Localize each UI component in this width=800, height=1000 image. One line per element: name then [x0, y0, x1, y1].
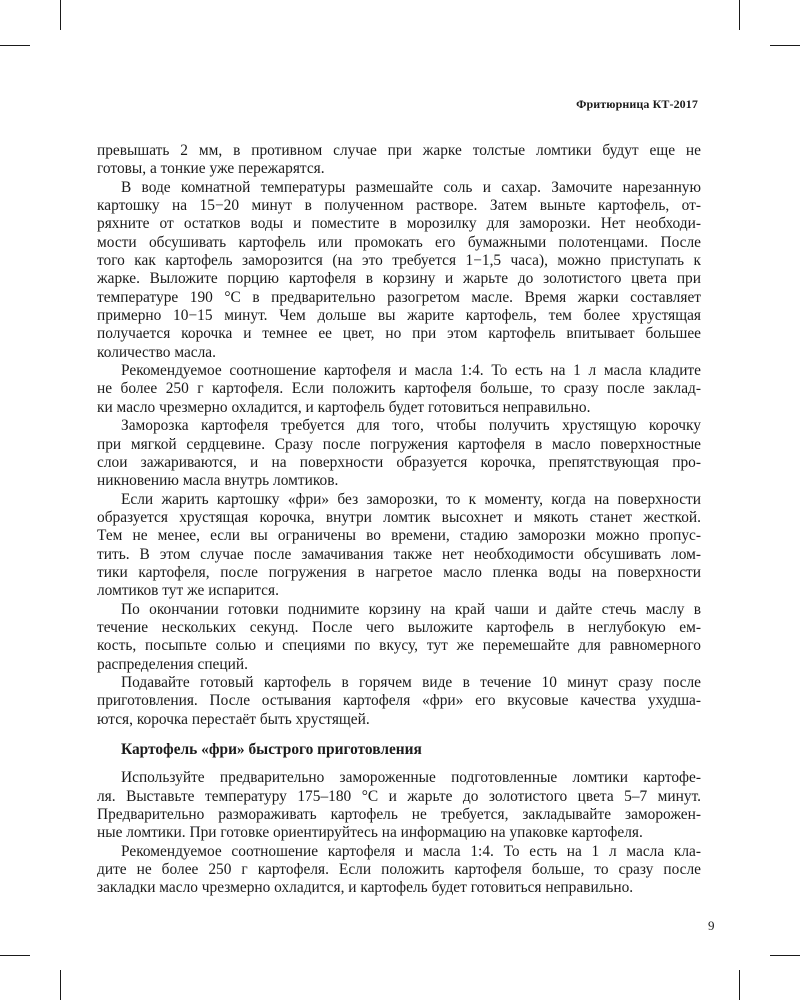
- text-line: при мягкой сердцевине. Сразу после погружения картофеля в масло поверхностные: [97, 435, 701, 453]
- text-line: тить. В этом случае после замачивания также нет необходимости обсушивать лом-: [97, 545, 701, 563]
- section-heading: Картофель «фри» быстрого приготовления: [121, 741, 422, 758]
- text-line: Подавайте готовый картофель в горячем виде в течение 10 минут сразу после: [121, 673, 701, 691]
- crop-mark-bottom-left: [60, 970, 61, 1000]
- text-line: ные ломтики. При готовке ориентируйтесь на информацию на упаковке картофеля.: [97, 824, 643, 842]
- text-line: приготовления. После остывания картофеля «фри» его вкусовые качества ухудша-: [97, 692, 701, 710]
- text-line: течение нескольких секунд. После чего выложите картофель в неглубокую ем-: [97, 618, 701, 636]
- text-line: Предварительно размораживать картофель не требуется, закладывайте заморожен-: [97, 806, 701, 824]
- text-line: никновению масла внутрь ломтиков.: [97, 472, 339, 490]
- crop-mark-left-top: [0, 45, 30, 46]
- text-line: превышать 2 мм, в противном случае при жарке толстые ломтики будут еще не: [97, 142, 701, 159]
- text-line: Используйте предварительно замороженные подготовленные ломтики картофе-: [121, 769, 701, 787]
- text-line: В воде комнатной температуры размешайте соль и сахар. Замочите нарезанную: [121, 178, 701, 196]
- crop-mark-top-right: [739, 0, 740, 30]
- text-line: слои зажариваются, и на поверхности образуется корочка, препятствующая про-: [97, 453, 701, 471]
- page-body: [97, 142, 701, 898]
- crop-mark-right-top: [770, 45, 800, 46]
- text-line: не более 250 г картофеля. Если положить картофеля больше, то сразу после заклад-: [97, 380, 701, 398]
- text-line: Тем не менее, если вы ограничены во времени, стадию заморозки можно пропус-: [97, 527, 701, 545]
- crop-mark-left-bottom: [0, 955, 30, 956]
- text-line: примерно 10−15 минут. Чем дольше вы жарите картофель, тем более хрустящая: [97, 307, 701, 325]
- text-line: ломтиков тут же испарится.: [97, 582, 279, 600]
- text-line: готовы, а тонкие уже пережарятся.: [97, 160, 325, 178]
- text-line: кость, посыпьте солью и специями по вкусу, тут же перемешайте для равномерного: [97, 637, 701, 655]
- crop-mark-right-bottom: [770, 955, 800, 956]
- text-line: закладки масло чрезмерно охладится, и картофель будет готовиться неправильно.: [97, 879, 634, 897]
- text-line: ля. Выставьте температуру 175–180 °С и жарьте до золотистого цвета 5–7 минут.: [97, 787, 701, 805]
- text-line: Рекомендуемое соотношение картофеля и масла 1:4. То есть на 1 л масла кладите: [121, 362, 701, 380]
- page-number: 9: [708, 918, 715, 933]
- text-line: жарке. Выложите порцию картофеля в корзину и жарьте до золотистого цвета при: [97, 270, 701, 288]
- text-line: картошку на 15−20 минут в полученном растворе. Затем выньте картофель, от-: [97, 197, 701, 215]
- text-line: тики картофеля, после погружения в нагретое масло пленка воды на поверхности: [97, 563, 701, 581]
- text-line: Если жарить картошку «фри» без заморозки, то к моменту, когда на поверхности: [121, 490, 701, 508]
- running-header: Фритюрница КТ-2017: [576, 97, 698, 111]
- text-line: По окончании готовки поднимите корзину на край чаши и дайте стечь маслу в: [121, 600, 701, 618]
- crop-mark-bottom-right: [739, 970, 740, 1000]
- text-line: количество масла.: [97, 343, 216, 361]
- text-line: Заморозка картофеля требуется для того, чтобы получить хрустящую корочку: [121, 417, 701, 435]
- text-line: дите не более 250 г картофеля. Если положить картофеля больше, то сразу после: [97, 861, 701, 879]
- text-line: получается корочка и темнее ее цвет, но при этом картофель впитывает большее: [97, 325, 701, 343]
- text-line: мости обсушивать картофель или промокать его бумажными полотенцами. После: [97, 233, 701, 251]
- text-line: ки масло чрезмерно охладится, и картофель будет готовиться неправильно.: [97, 398, 591, 416]
- text-line: температуре 190 °С в предварительно разогретом масле. Время жарки составляет: [97, 288, 701, 306]
- crop-mark-top-left: [60, 0, 61, 30]
- text-line: ются, корочка перестаёт быть хрустящей.: [97, 710, 370, 728]
- text-line: распределения специй.: [97, 655, 248, 673]
- text-line: ряхните от остатков воды и поместите в морозилку для заморозки. Нет необходи-: [97, 215, 701, 233]
- text-line: Рекомендуемое соотношение картофеля и масла 1:4. То есть на 1 л масла кла-: [121, 842, 701, 860]
- text-line: образуется хрустящая корочка, внутри ломтик высохнет и мякоть станет жесткой.: [97, 508, 701, 526]
- text-line: того как картофель заморозится (на это требуется 1−1,5 часа), можно приступать к: [97, 252, 701, 270]
